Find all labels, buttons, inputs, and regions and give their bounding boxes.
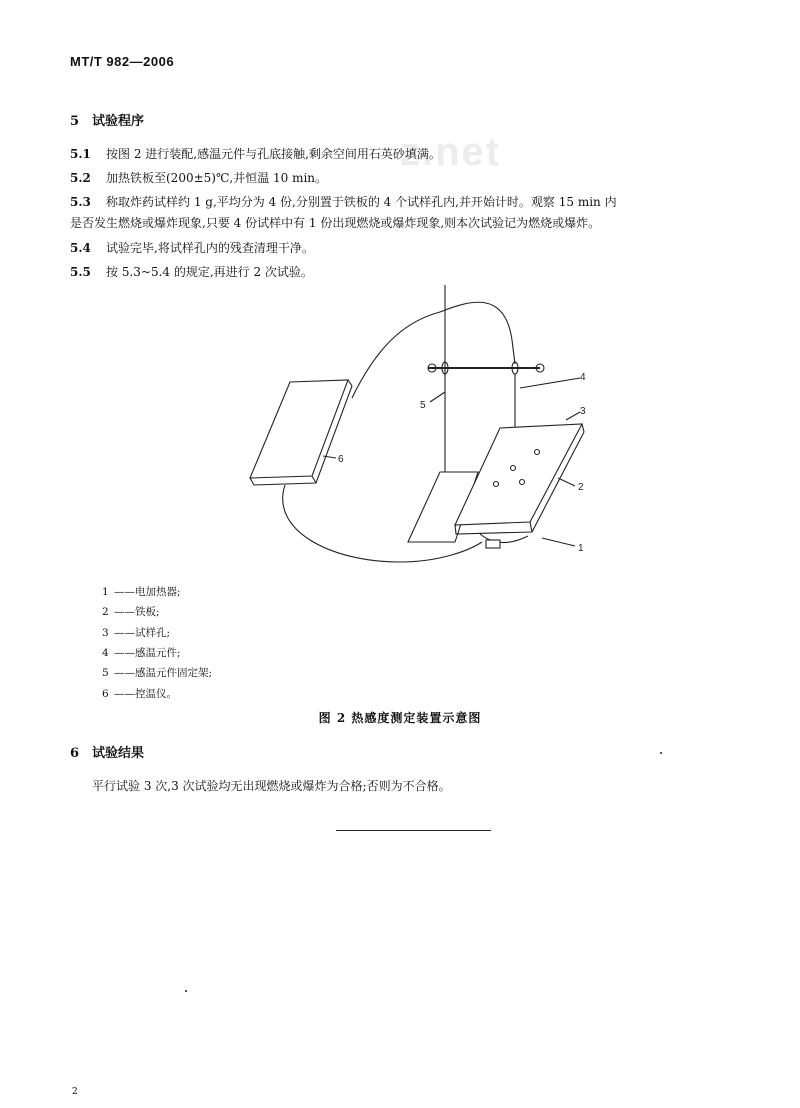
legend-item [102, 604, 160, 619]
clause-text: 按图 2 进行装配,感温元件与孔底接触,剩余空间用石英砂填满。 [106, 147, 441, 161]
legend-item [102, 625, 170, 640]
legend-item [102, 645, 181, 660]
apparatus-diagram [0, 280, 800, 580]
section-6-text: 平行试验 3 次,3 次试验均无出现燃烧或爆炸为合格;否则为不合格。 [92, 779, 451, 793]
legend-item [102, 665, 212, 680]
clause-text: 加热铁板至(200±5)℃,并恒温 10 min。 [106, 171, 328, 185]
section-5-title: 试验程序 [92, 114, 145, 129]
section-5-number: 5 [70, 114, 80, 129]
callout-2: 2 [578, 482, 584, 493]
clause-text: 试验完毕,将试样孔内的残查清理干净。 [106, 241, 314, 255]
clause-number: 5.5 [70, 265, 91, 279]
callout-6: 6 [338, 454, 344, 465]
clause-number: 5.3 [70, 195, 91, 209]
clause-5-1 [70, 145, 441, 162]
clause-5-3 [70, 193, 617, 210]
standard-code-header: MT/T 982—2006 [70, 54, 175, 69]
clause-text: 称取炸药试样约 1 g,平均分为 4 份,分别置于铁板的 4 个试样孔内,并开始计时。观察 15 min 内 [106, 195, 617, 209]
section-6-title: 试验结果 [92, 746, 145, 761]
clause-number: 5.4 [70, 241, 91, 255]
scan-speck [185, 990, 187, 992]
callout-3: 3 [580, 406, 586, 417]
legend-key: 5 [102, 667, 109, 679]
section-6-heading [70, 742, 144, 761]
figure-caption: 图 2 热感度测定装置示意图 [318, 711, 482, 725]
legend-text: ——感温元件; [114, 647, 181, 659]
page-number: 2 [72, 1087, 78, 1097]
legend-key: 1 [102, 586, 109, 598]
clause-5-2 [70, 169, 327, 186]
clause-number: 5.2 [70, 171, 91, 185]
callout-5: 5 [420, 400, 426, 411]
legend-item [102, 584, 181, 599]
legend-text: ——电加热器; [114, 586, 181, 598]
legend-key: 3 [102, 627, 109, 639]
legend-key: 2 [102, 606, 109, 618]
callout-1: 1 [578, 543, 584, 554]
sensor-cable [352, 302, 515, 398]
legend-text: ——铁板; [114, 606, 160, 618]
legend-text: ——控温仪。 [114, 688, 177, 700]
clause-5-5 [70, 263, 313, 280]
legend-item [102, 686, 177, 701]
watermark: z.net [400, 130, 502, 174]
clause-5-3-continuation: 是否发生燃烧或爆炸现象,只要 4 份试样中有 1 份出现燃烧或爆炸现象,则本次试验记为燃烧或爆炸。 [70, 216, 601, 230]
end-rule [336, 830, 491, 831]
legend-text: ——试样孔; [114, 627, 171, 639]
clause-number: 5.1 [70, 147, 91, 161]
clause-5-4 [70, 239, 314, 256]
legend-key: 6 [102, 688, 109, 700]
heater-base [486, 540, 500, 548]
legend-text: ——感温元件固定架; [114, 667, 213, 679]
section-6-number: 6 [70, 746, 80, 761]
clause-text: 按 5.3~5.4 的规定,再进行 2 次试验。 [106, 265, 313, 279]
scan-speck [660, 752, 662, 754]
temperature-controller [250, 380, 348, 478]
legend-key: 4 [102, 647, 109, 659]
callout-4: 4 [580, 372, 586, 383]
section-5-heading [70, 110, 144, 129]
